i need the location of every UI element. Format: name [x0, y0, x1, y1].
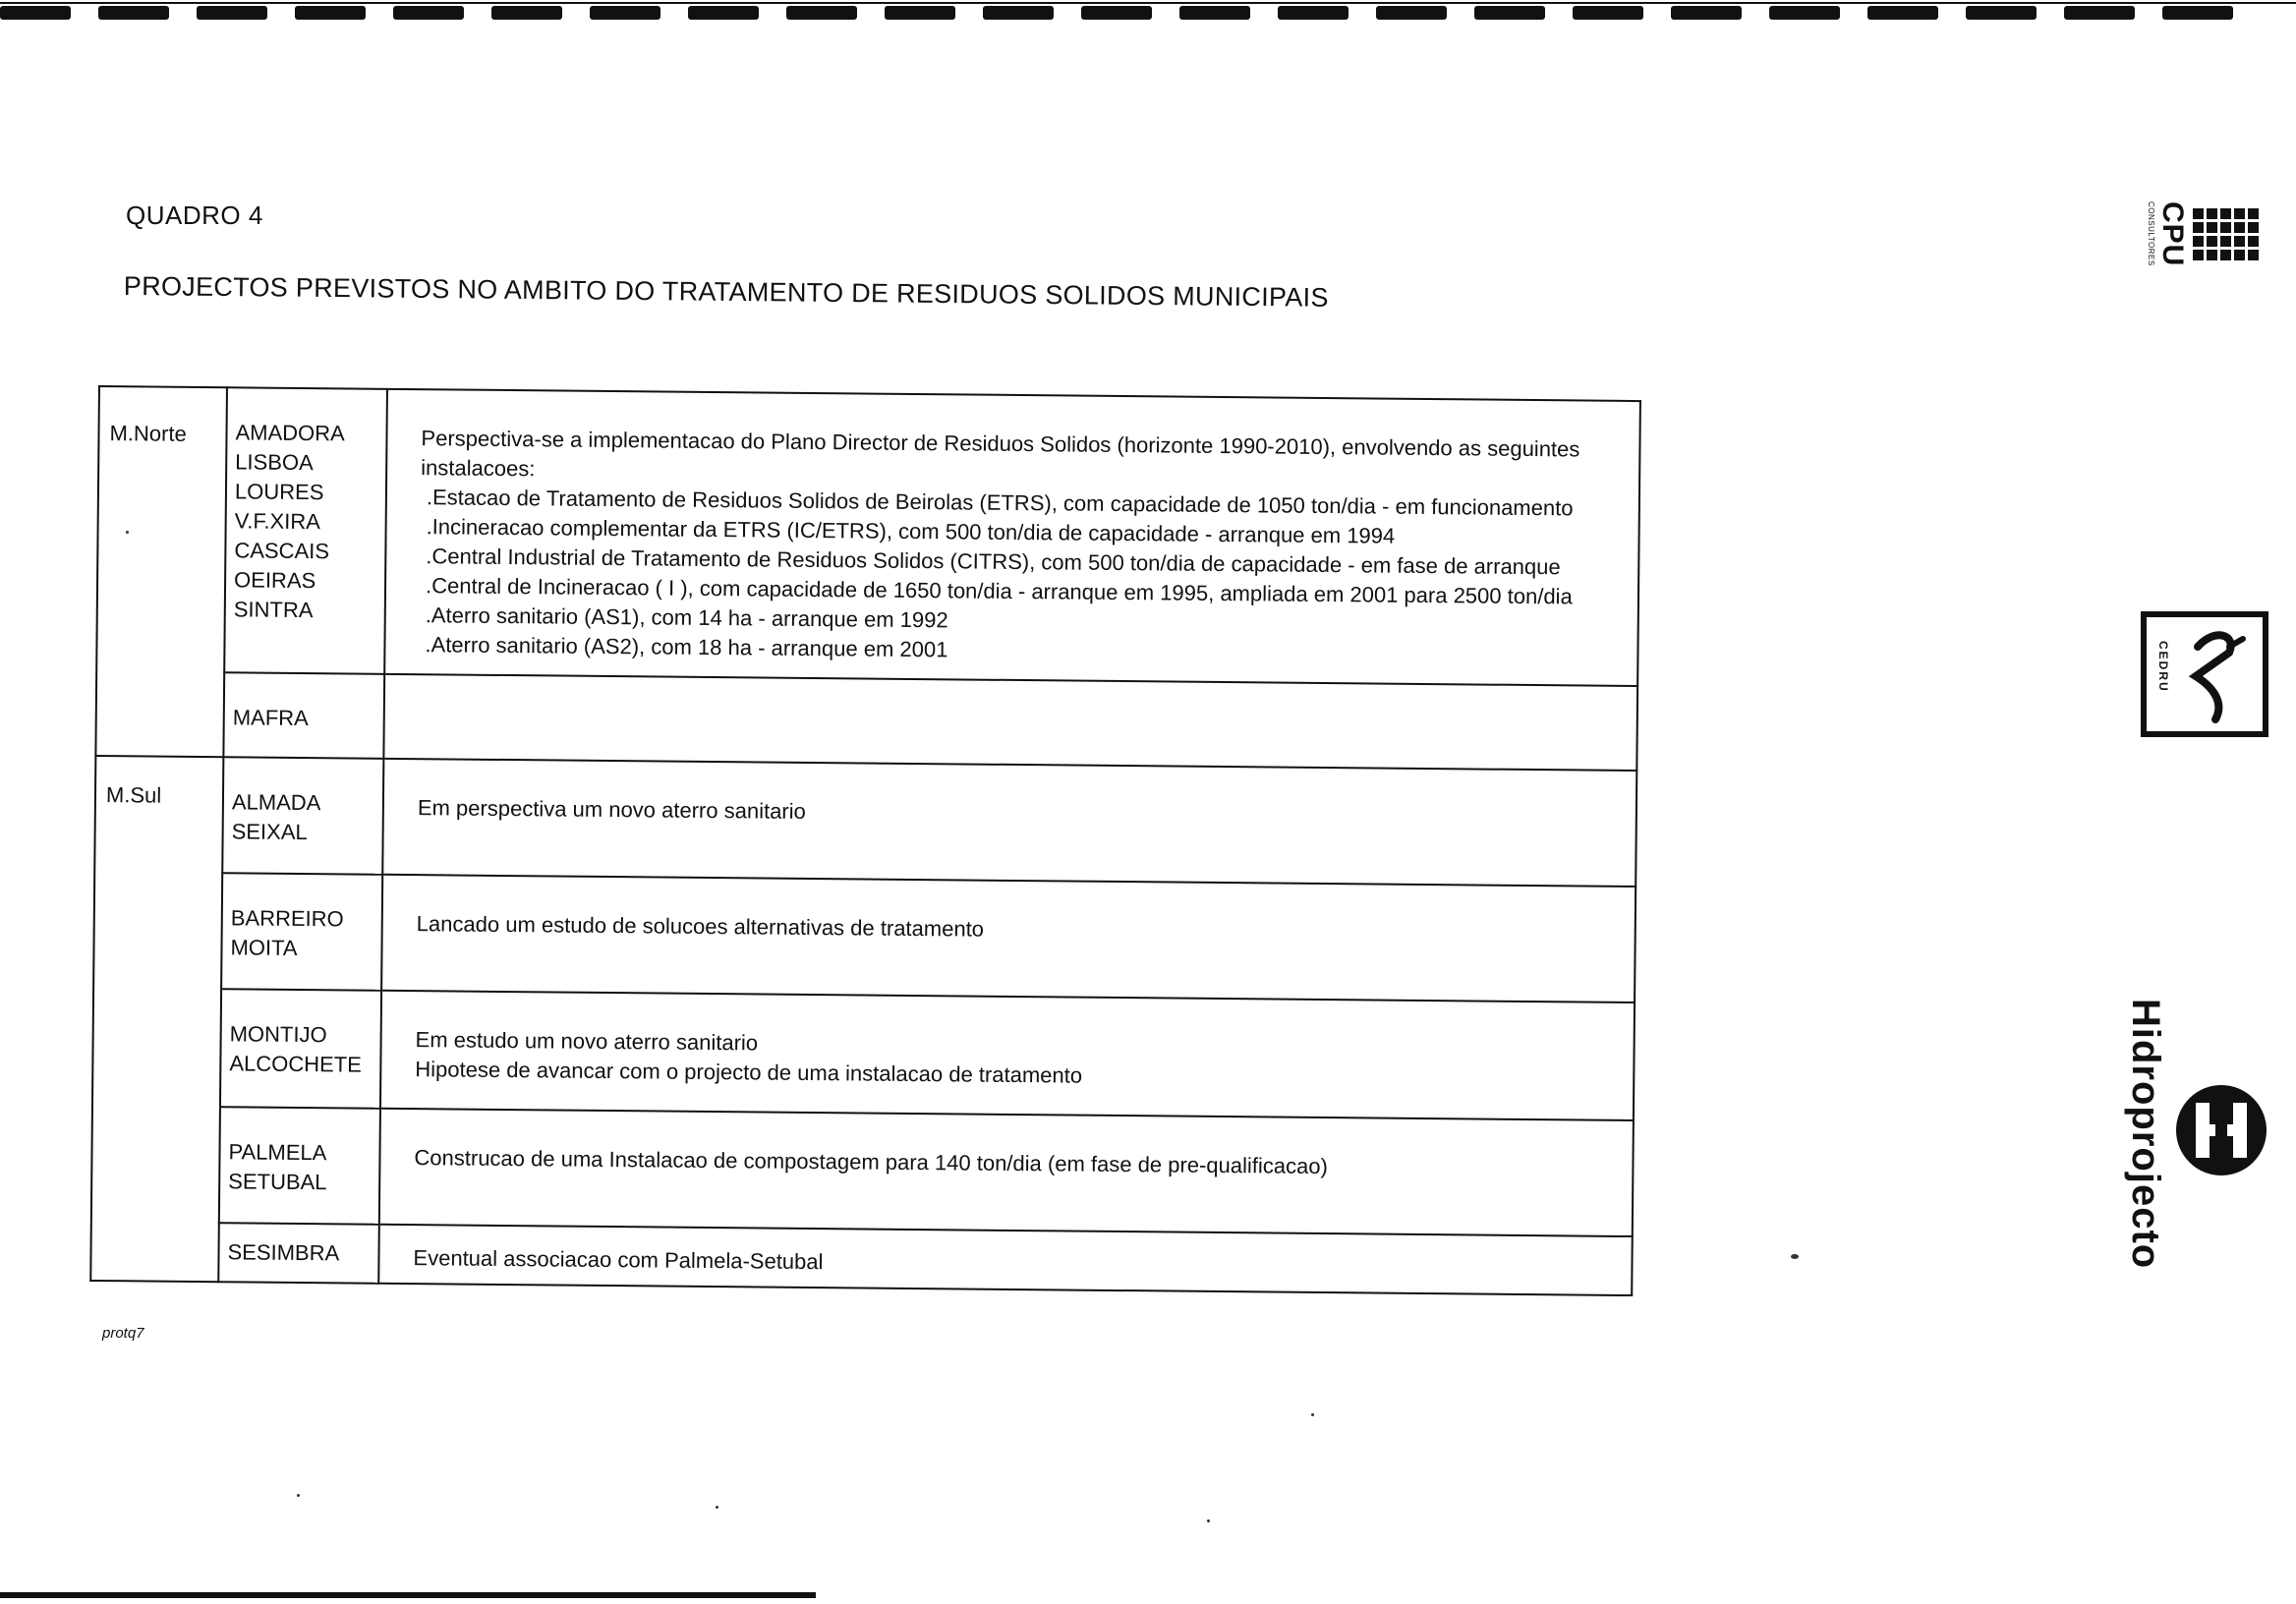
table-row — [94, 756, 1636, 887]
description-cell — [384, 389, 1640, 686]
spiral-binding-holes — [0, 0, 2296, 35]
description-cell — [382, 759, 1636, 887]
region-label: M.Sul — [105, 782, 162, 808]
table-row — [92, 988, 1635, 1120]
description-line: .Aterro sanitario (AS1), com 14 ha - arranque em 1992 — [425, 602, 948, 633]
description-line: Construcao de uma Instalacao de compostagem para 140 ton/dia (em fase de pre-qualificacao) — [414, 1145, 1328, 1179]
cpu-logo — [2147, 193, 2274, 275]
description-line: Em perspectiva um novo aterro sanitario — [417, 795, 806, 824]
municipality-name: MONTIJO — [229, 1021, 327, 1048]
description-line: .Incineracao complementar da ETRS (IC/ETRS), com 500 ton/dia de capacidade - arranque em 1994 — [426, 514, 1396, 548]
scan-speck — [1791, 1254, 1799, 1259]
description-line: Em estudo um novo aterro sanitario — [415, 1027, 759, 1056]
municipality-cell — [218, 1223, 379, 1284]
municipality-name: SESIMBRA — [227, 1239, 340, 1266]
description-line: .Central de Incineracao ( I ), com capacidade de 1650 ton/dia - arranque em 1995, ampliada em 2001 para 2500 ton/dia — [425, 573, 1573, 609]
cedru-mark-icon — [2147, 617, 2263, 731]
municipality-cell — [224, 387, 387, 674]
cedru-logo-text: CEDRU — [2156, 641, 2170, 693]
scan-speck — [126, 531, 129, 534]
municipality-name: CASCAIS — [234, 538, 330, 564]
table-row — [95, 671, 1637, 771]
municipality-name: ALMADA — [231, 789, 321, 816]
projects-table — [89, 385, 1641, 1296]
cpu-logo-subtext: CONSULTORES — [2147, 201, 2155, 266]
scan-speck — [716, 1506, 718, 1509]
table-row — [96, 386, 1640, 686]
municipality-name: MAFRA — [232, 705, 309, 731]
scan-speck — [1207, 1519, 1210, 1522]
cpu-logo-text: CPU — [2156, 200, 2189, 267]
description-cell — [381, 875, 1636, 1002]
municipality-name: LISBOA — [235, 449, 314, 476]
footnote-code: protq7 — [102, 1325, 144, 1342]
municipality-name: SEIXAL — [231, 819, 308, 845]
municipality-name: SETUBAL — [228, 1169, 327, 1195]
region-cell — [90, 756, 223, 1282]
description-cell — [383, 674, 1637, 771]
municipality-cell — [223, 672, 384, 759]
scan-speck — [297, 1494, 300, 1497]
municipality-name: LOURES — [234, 479, 324, 505]
table-row — [91, 1106, 1634, 1236]
document-title: QUADRO 4 — [126, 200, 263, 230]
description-line: Perspectiva-se a implementacao do Plano Director de Residuos Solidos (horizonte 1990-2010), envolvendo as seguintes — [421, 426, 1580, 462]
cedru-logo — [2141, 611, 2268, 737]
description-line: Eventual associacao com Palmela-Setubal — [413, 1245, 824, 1275]
municipality-name: OEIRAS — [233, 567, 316, 594]
hidroprojecto-logo-text: Hidroprojecto — [2124, 999, 2167, 1270]
table-row — [93, 872, 1636, 1002]
municipality-cell — [222, 757, 383, 875]
municipality-name: V.F.XIRA — [234, 508, 321, 535]
hidroprojecto-emblem-icon — [2172, 1081, 2270, 1179]
description-cell — [380, 991, 1635, 1120]
projects-table-container — [89, 385, 1641, 1353]
description-line: instalacoes: — [421, 455, 536, 482]
cpu-logo-dots-icon — [2193, 208, 2259, 260]
description-line: Hipotese de avancar com o projecto de uma instalacao de tratamento — [415, 1057, 1083, 1088]
municipality-name: AMADORA — [235, 420, 345, 446]
document-subtitle: PROJECTOS PREVISTOS NO AMBITO DO TRATAMENTO DE RESIDUOS SOLIDOS MUNICIPAIS — [123, 271, 1329, 313]
description-line: .Central Industrial de Tratamento de Residuos Solidos (CITRS), com 500 ton/dia de capacidade - em fase de arranque — [426, 544, 1561, 580]
bottom-edge-rule — [0, 1592, 816, 1598]
region-label: M.Norte — [109, 421, 187, 446]
description-cell — [378, 1225, 1633, 1295]
municipality-name: ALCOCHETE — [229, 1051, 362, 1077]
municipality-name: MOITA — [230, 935, 298, 960]
region-cell — [95, 386, 227, 757]
description-line: Lancado um estudo de solucoes alternativas de tratamento — [416, 911, 985, 942]
description-line: .Aterro sanitario (AS2), com 18 ha - arranque em 2001 — [425, 632, 948, 662]
description-line: .Estacao de Tratamento de Residuos Solidos de Beirolas (ETRS), com capacidade de 1050 ton/dia - em funcionamento — [426, 485, 1574, 521]
municipality-cell — [220, 989, 381, 1109]
municipality-cell — [219, 1107, 380, 1225]
municipality-cell — [221, 873, 382, 991]
municipality-name: SINTRA — [233, 597, 314, 623]
description-cell — [379, 1109, 1634, 1236]
municipality-name: PALMELA — [228, 1139, 327, 1166]
scan-speck — [1311, 1413, 1314, 1416]
municipality-name: BARREIRO — [230, 905, 344, 932]
